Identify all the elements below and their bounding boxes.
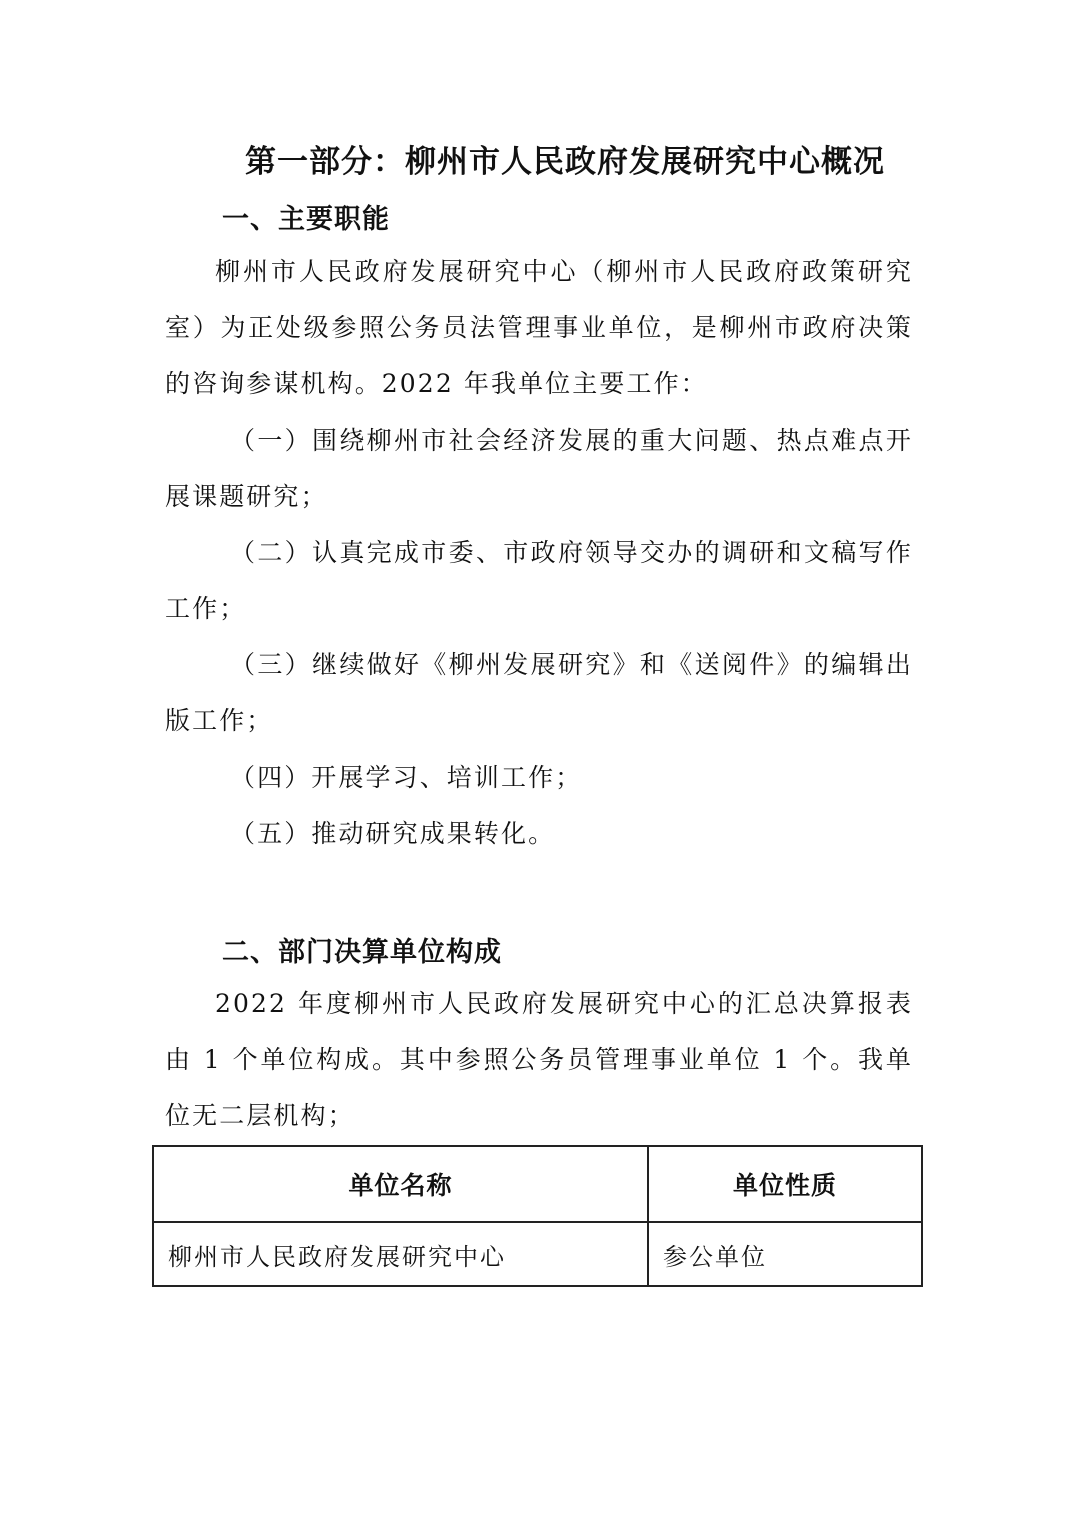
table-row: [153, 1222, 922, 1286]
function-item-5: （五）推动研究成果转化。: [230, 819, 556, 848]
table-cell-unit-name: 柳州市人民政府发展研究中心: [153, 1222, 648, 1286]
unit-table: [152, 1145, 923, 1287]
table-cell-unit-nature: 参公单位: [648, 1222, 922, 1286]
page-title: 第一部分：柳州市人民政府发展研究中心概况: [245, 144, 885, 180]
function-item-4: （四）开展学习、培训工作；: [230, 763, 583, 792]
table-header-unit-name: 单位名称: [153, 1146, 648, 1222]
function-item-1: （一）围绕柳州市社会经济发展的重大问题、热点难点开展课题研究；: [165, 426, 913, 511]
section-heading-unit-composition: 二、部门决算单位构成: [222, 937, 502, 968]
unit-composition-paragraph: 2022 年度柳州市人民政府发展研究中心的汇总决算报表由 1 个单位构成。其中参照公务员管理事业单位 1 个。我单位无二层机构；: [165, 989, 913, 1130]
section-heading-main-functions: 一、主要职能: [222, 204, 390, 235]
section-intro-paragraph: 柳州市人民政府发展研究中心（柳州市人民政府政策研究室）为正处级参照公务员法管理事业单位，是柳州市政府决策的咨询参谋机构。2022 年我单位主要工作：: [165, 257, 913, 398]
function-item-2: （二）认真完成市委、市政府领导交办的调研和文稿写作工作；: [165, 538, 913, 623]
table-header-row: [153, 1146, 922, 1222]
function-item-3: （三）继续做好《柳州发展研究》和《送阅件》的编辑出版工作；: [165, 650, 913, 735]
table-header-unit-nature: 单位性质: [648, 1146, 922, 1222]
